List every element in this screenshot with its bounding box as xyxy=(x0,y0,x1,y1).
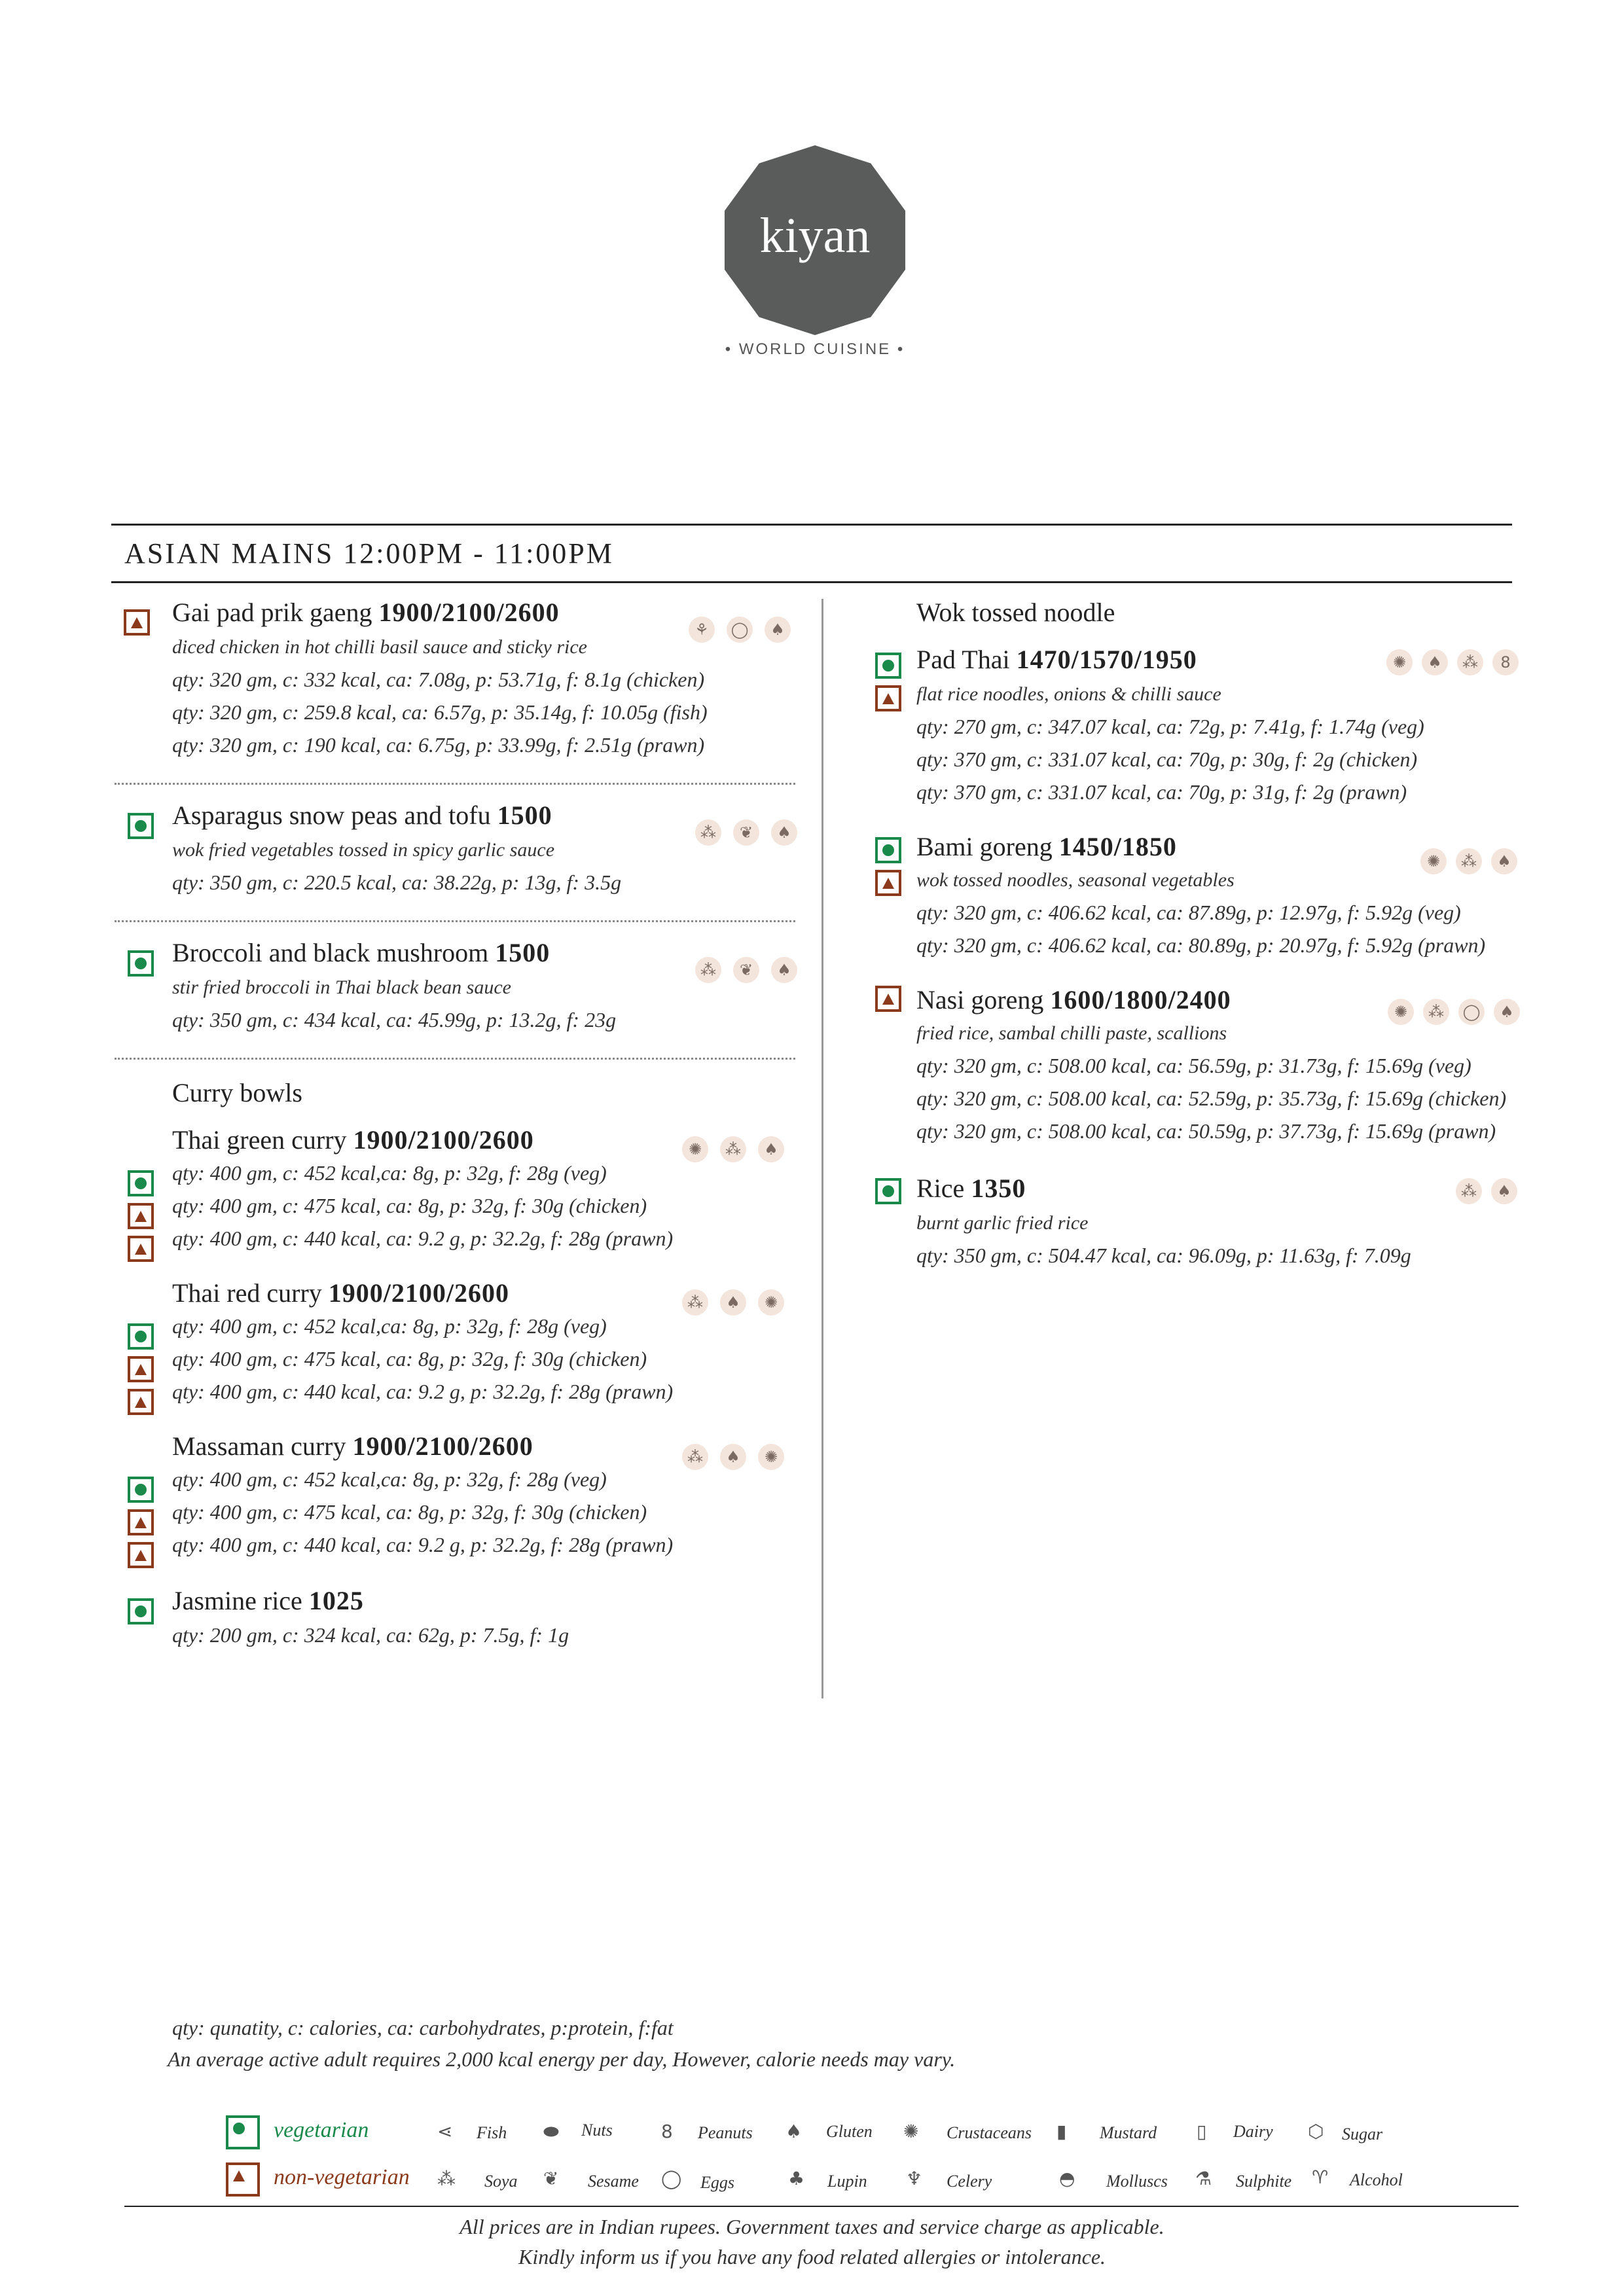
legend-alcohol: Alcohol xyxy=(1350,2170,1403,2189)
abbreviation-note: qty: qunatity, c: calories, ca: carbohydrates, p:protein, f:fat xyxy=(172,2016,674,2039)
legend-sulphite: Sulphite xyxy=(1236,2172,1292,2191)
soya-icon: ⁂ xyxy=(1456,848,1482,874)
crustaceans-icon: ✺ xyxy=(758,1444,784,1470)
soya-icon: ⁂ xyxy=(1457,649,1483,675)
gluten-icon: ♠ xyxy=(1422,649,1448,675)
legend-peanuts: Peanuts xyxy=(698,2123,753,2142)
veg-marker xyxy=(128,1323,154,1350)
section-title: ASIAN MAINS 12:00PM - 11:00PM xyxy=(124,537,614,569)
item-divider xyxy=(115,920,795,922)
nonveg-marker xyxy=(124,609,150,636)
crustaceans-icon: ✺ xyxy=(758,1289,784,1316)
item-name: Broccoli and black mushroom 1500 xyxy=(172,938,550,967)
nutrition-line: qty: 320 gm, c: 259.8 kcal, ca: 6.57g, p: 35.14g, f: 10.05g (fish) xyxy=(172,700,708,724)
legend-fish: Fish xyxy=(477,2123,507,2142)
legend-gluten: Gluten xyxy=(826,2122,873,2141)
item-description: fried rice, sambal chilli paste, scallions xyxy=(916,1022,1227,1044)
logo-wordmark: kiyan xyxy=(759,208,871,263)
noodle-heading: Wok tossed noodle xyxy=(916,598,1115,627)
veg-marker xyxy=(128,813,154,839)
soya-icon: ⁂ xyxy=(695,819,721,846)
energy-note: An average active adult requires 2,000 kcal energy per day, However, calorie needs may vary. xyxy=(168,2047,956,2071)
legend-nuts: Nuts xyxy=(581,2121,613,2140)
legend-sesame: Sesame xyxy=(588,2172,639,2191)
peanuts-icon: 8 xyxy=(1492,649,1519,675)
alcohol-icon: ♈ xyxy=(1312,2166,1329,2188)
legend-molluscs: Molluscs xyxy=(1106,2172,1168,2191)
item-description: wok fried vegetables tossed in spicy garlic sauce xyxy=(172,839,555,861)
nutrition-line: qty: 370 gm, c: 331.07 kcal, ca: 70g, p: 30g, f: 2g (chicken) xyxy=(916,747,1418,771)
veg-legend-marker xyxy=(226,2115,260,2149)
nutrition-line: qty: 320 gm, c: 332 kcal, ca: 7.08g, p: 53.71g, f: 8.1g (chicken) xyxy=(172,668,705,691)
sulphite-icon: ⚗ xyxy=(1195,2168,1212,2189)
nutrition-line: qty: 400 gm, c: 440 kcal, ca: 9.2 g, p: 32.2g, f: 28g (prawn) xyxy=(172,1533,674,1556)
nonveg-marker xyxy=(128,1509,154,1535)
veg-marker xyxy=(875,837,901,863)
item-price: 1600/1800/2400 xyxy=(1050,985,1231,1014)
nutrition-line: qty: 320 gm, c: 406.62 kcal, ca: 87.89g, p: 12.97g, f: 5.92g (veg) xyxy=(916,901,1461,924)
nonveg-marker xyxy=(128,1389,154,1415)
item-price: 1470/1570/1950 xyxy=(1016,645,1197,674)
item-name: Thai green curry 1900/2100/2600 xyxy=(172,1125,534,1155)
curry-bowls-heading: Curry bowls xyxy=(172,1078,302,1107)
nonveg-marker xyxy=(128,1203,154,1229)
item-name: Pad Thai 1470/1570/1950 xyxy=(916,645,1197,674)
item-name: Rice 1350 xyxy=(916,1174,1026,1203)
item-divider xyxy=(115,783,795,785)
eggs-icon: ◯ xyxy=(1458,999,1485,1025)
nutrition-line: qty: 270 gm, c: 347.07 kcal, ca: 72g, p: 7.41g, f: 1.74g (veg) xyxy=(916,715,1424,738)
nonveg-marker xyxy=(128,1236,154,1262)
gluten-icon: ♠ xyxy=(771,819,797,846)
nonveg-marker xyxy=(875,986,901,1012)
item-divider xyxy=(115,1058,795,1060)
sesame-icon: ❦ xyxy=(733,819,759,846)
legend-soya: Soya xyxy=(484,2172,518,2191)
nutrition-line: qty: 320 gm, c: 190 kcal, ca: 6.75g, p: 33.99g, f: 2.51g (prawn) xyxy=(172,733,705,757)
mustard-icon: ▮ xyxy=(1056,2121,1067,2142)
gluten-icon: ♠ xyxy=(1491,1178,1517,1204)
peanuts-icon: 8 xyxy=(661,2121,673,2142)
item-price: 1500 xyxy=(497,800,552,830)
nuts-icon: ⬬ xyxy=(543,2121,559,2142)
soya-icon: ⁂ xyxy=(682,1289,708,1316)
item-description: flat rice noodles, onions & chilli sauce xyxy=(916,683,1221,705)
nutrition-line: qty: 400 gm, c: 440 kcal, ca: 9.2 g, p: 32.2g, f: 28g (prawn) xyxy=(172,1380,674,1403)
nutrition-line: qty: 320 gm, c: 406.62 kcal, ca: 80.89g, p: 20.97g, f: 5.92g (prawn) xyxy=(916,933,1486,957)
nonveg-legend-marker xyxy=(226,2162,260,2197)
nonveg-marker xyxy=(128,1542,154,1568)
nonveg-marker xyxy=(875,685,901,711)
section-rule xyxy=(111,581,1512,583)
celery-icon: ♆ xyxy=(906,2168,923,2189)
nutrition-line: qty: 400 gm, c: 475 kcal, ca: 8g, p: 32g, f: 30g (chicken) xyxy=(172,1347,647,1371)
legend-sugar: Sugar xyxy=(1342,2125,1383,2144)
item-name: Gai pad prik gaeng 1900/2100/2600 xyxy=(172,598,560,627)
item-price: 1900/2100/2600 xyxy=(352,1431,533,1461)
nutrition-line: qty: 200 gm, c: 324 kcal, ca: 62g, p: 7.5g, f: 1g xyxy=(172,1623,569,1647)
item-description: burnt garlic fried rice xyxy=(916,1212,1089,1234)
nutrition-line: qty: 350 gm, c: 434 kcal, ca: 45.99g, p: 13.2g, f: 23g xyxy=(172,1008,617,1031)
sesame-icon: ❦ xyxy=(733,957,759,983)
molluscs-icon: ◓ xyxy=(1059,2168,1075,2189)
footer-prices-note: All prices are in Indian rupees. Government taxes and service charge as applicable. xyxy=(460,2215,1164,2238)
nonveg-marker xyxy=(128,1356,154,1382)
eggs-icon: ◯ xyxy=(727,617,753,643)
gluten-icon: ⚘ xyxy=(689,617,715,643)
item-price: 1500 xyxy=(495,938,550,967)
nutrition-line: qty: 400 gm, c: 452 kcal,ca: 8g, p: 32g, f: 28g (veg) xyxy=(172,1161,607,1185)
lupin-icon: ♣ xyxy=(788,2168,805,2189)
gluten-icon: ♠ xyxy=(758,1136,784,1162)
nutrition-line: qty: 400 gm, c: 452 kcal,ca: 8g, p: 32g, f: 28g (veg) xyxy=(172,1314,607,1338)
nutrition-line: qty: 400 gm, c: 475 kcal, ca: 8g, p: 32g, f: 30g (chicken) xyxy=(172,1500,647,1524)
top-rule xyxy=(111,524,1512,526)
sugar-icon: ⬡ xyxy=(1308,2121,1324,2142)
sesame-icon: ❦ xyxy=(543,2168,559,2189)
nutrition-line: qty: 350 gm, c: 220.5 kcal, ca: 38.22g, p: 13g, f: 3.5g xyxy=(172,870,622,894)
item-name: Nasi goreng 1600/1800/2400 xyxy=(916,985,1231,1014)
nutrition-line: qty: 370 gm, c: 331.07 kcal, ca: 70g, p: 31g, f: 2g (prawn) xyxy=(916,780,1407,804)
crustaceans-icon: ✺ xyxy=(1420,848,1447,874)
column-divider xyxy=(821,599,823,1698)
eggs-icon: ◯ xyxy=(661,2168,682,2189)
item-price: 1900/2100/2600 xyxy=(378,598,560,627)
item-name: Asparagus snow peas and tofu 1500 xyxy=(172,800,552,830)
item-price: 1900/2100/2600 xyxy=(353,1125,534,1155)
logo-tagline: • WORLD CUISINE • xyxy=(725,340,905,358)
legend-crustaceans: Crustaceans xyxy=(947,2123,1032,2142)
nutrition-line: qty: 400 gm, c: 452 kcal,ca: 8g, p: 32g, f: 28g (veg) xyxy=(172,1467,607,1491)
item-name: Massaman curry 1900/2100/2600 xyxy=(172,1431,533,1461)
footer-allergy-note: Kindly inform us if you have any food related allergies or intolerance. xyxy=(518,2245,1106,2269)
soya-icon: ⁂ xyxy=(437,2168,456,2189)
veg-marker xyxy=(128,1477,154,1503)
soya-icon: ⁂ xyxy=(720,1136,746,1162)
gluten-icon: ♠ xyxy=(1494,999,1520,1025)
soya-icon: ⁂ xyxy=(682,1444,708,1470)
nutrition-line: qty: 320 gm, c: 508.00 kcal, ca: 50.59g, p: 37.73g, f: 15.69g (prawn) xyxy=(916,1119,1496,1143)
gluten-icon: ♠ xyxy=(720,1289,746,1316)
item-name: Jasmine rice 1025 xyxy=(172,1586,364,1615)
item-price: 1350 xyxy=(971,1174,1026,1203)
nutrition-line: qty: 320 gm, c: 508.00 kcal, ca: 56.59g, p: 31.73g, f: 15.69g (veg) xyxy=(916,1054,1471,1077)
soya-icon: ⁂ xyxy=(695,957,721,983)
legend-celery: Celery xyxy=(947,2172,992,2191)
veg-legend-label: vegetarian xyxy=(274,2118,369,2142)
crustaceans-icon: ✺ xyxy=(682,1136,708,1162)
item-price: 1025 xyxy=(308,1586,364,1615)
veg-marker xyxy=(875,653,901,679)
legend-mustard: Mustard xyxy=(1100,2123,1157,2142)
nutrition-line: qty: 400 gm, c: 475 kcal, ca: 8g, p: 32g, f: 30g (chicken) xyxy=(172,1194,647,1217)
crustaceans-icon: ✺ xyxy=(903,2121,919,2142)
item-description: stir fried broccoli in Thai black bean sauce xyxy=(172,977,511,998)
crustaceans-icon: ✺ xyxy=(1386,649,1413,675)
legend-eggs: Eggs xyxy=(700,2173,734,2192)
soya-icon: ⁂ xyxy=(1423,999,1449,1025)
soya-icon: ⁂ xyxy=(1456,1178,1482,1204)
footer-rule xyxy=(124,2206,1519,2207)
nonveg-marker xyxy=(875,870,901,896)
nonveg-legend-label: non-vegetarian xyxy=(274,2165,410,2189)
gluten-icon: ♠ xyxy=(771,957,797,983)
nutrition-line: qty: 320 gm, c: 508.00 kcal, ca: 52.59g, p: 35.73g, f: 15.69g (chicken) xyxy=(916,1086,1507,1110)
item-price: 1450/1850 xyxy=(1058,832,1177,861)
veg-marker xyxy=(128,950,154,977)
lupin-icon: ♠ xyxy=(765,617,791,643)
gluten-icon: ♠ xyxy=(720,1444,746,1470)
nutrition-line: qty: 400 gm, c: 440 kcal, ca: 9.2 g, p: 32.2g, f: 28g (prawn) xyxy=(172,1227,674,1250)
item-description: wok tossed noodles, seasonal vegetables xyxy=(916,869,1235,891)
crustaceans-icon: ✺ xyxy=(1388,999,1414,1025)
nutrition-line: qty: 350 gm, c: 504.47 kcal, ca: 96.09g, p: 11.63g, f: 7.09g xyxy=(916,1244,1411,1267)
veg-marker xyxy=(875,1178,901,1204)
legend-lupin: Lupin xyxy=(827,2172,867,2191)
fish-icon: ⋖ xyxy=(437,2121,453,2142)
item-price: 1900/2100/2600 xyxy=(328,1278,510,1308)
dairy-icon: ▯ xyxy=(1197,2121,1207,2142)
item-name: Thai red curry 1900/2100/2600 xyxy=(172,1278,510,1308)
veg-marker xyxy=(128,1598,154,1624)
legend-dairy: Dairy xyxy=(1233,2122,1273,2141)
item-description: diced chicken in hot chilli basil sauce and sticky rice xyxy=(172,636,587,658)
gluten-icon: ♠ xyxy=(1491,848,1517,874)
veg-marker xyxy=(128,1170,154,1196)
item-name: Bami goreng 1450/1850 xyxy=(916,832,1177,861)
gluten-icon: ♠ xyxy=(785,2121,803,2142)
